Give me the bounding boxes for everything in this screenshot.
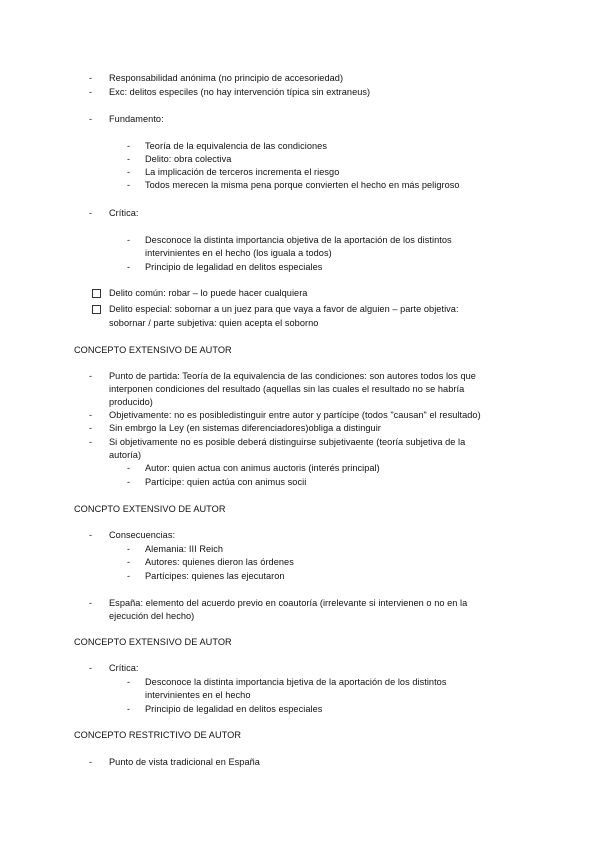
list-item: La implicación de terceros incrementa el riesgo xyxy=(145,167,340,177)
checklist-item: Delito especial: sobornar a un juez para que vaya a favor de alguien – parte objetiva: xyxy=(109,304,459,314)
bullet-dash: - xyxy=(89,598,93,608)
bullet-dash: - xyxy=(127,677,131,687)
list-item-continuation: autoría) xyxy=(109,450,142,460)
bullet-dash: - xyxy=(127,704,131,714)
checkbox[interactable] xyxy=(92,289,101,298)
bullet-dash: - xyxy=(127,557,131,567)
list-item: Principio de legalidad en delitos especiales xyxy=(145,262,323,272)
bullet-dash: - xyxy=(89,663,93,673)
list-item: Objetivamente: no es posibledistinguir entre autor y partícipe (todos "causan" el resultado) xyxy=(109,410,481,420)
bullet-dash: - xyxy=(89,208,93,218)
list-item: Punto de partida: Teoría de la equivalencia de las condiciones: son autores todos los que xyxy=(109,371,476,381)
sub-list-item: Partícipe: quien actúa con animus socii xyxy=(145,477,307,487)
bullet-dash: - xyxy=(89,371,93,381)
bullet-dash: - xyxy=(127,477,131,487)
list-item-continuation: interponen condiciones del resultado (aquellas sin las cuales el resultado no se habría xyxy=(109,384,465,394)
checklist-item: Delito común: robar – lo puede hacer cualquiera xyxy=(109,288,308,298)
sub-list-item-continuation: intervinientes en el hecho xyxy=(145,690,251,700)
list-item: Si objetivamente no es posible deberá distinguirse subjetivaente (teoría subjetiva de la xyxy=(109,437,466,447)
section-heading: CONCEPTO RESTRICTIVO DE AUTOR xyxy=(74,730,242,740)
list-item: Punto de vista tradicional en España xyxy=(109,757,260,767)
sub-list-item: Partícipes: quienes las ejecutaron xyxy=(145,571,285,581)
sub-list-item: Autores: quienes dieron las órdenes xyxy=(145,557,294,567)
bullet-dash: - xyxy=(127,154,131,164)
bullet-dash: - xyxy=(89,114,93,124)
section-heading: CONCEPTO EXTENSIVO DE AUTOR xyxy=(74,345,232,355)
bullet-dash: - xyxy=(89,757,93,767)
critica-label: Crítica: xyxy=(109,663,139,673)
consecuencias-label: Consecuencias: xyxy=(109,530,176,540)
sub-list-item: Desconoce la distinta importancia bjetiva de la aportación de los distintos xyxy=(145,677,447,687)
list-item-continuation: intervinientes en el hecho (los iguala a todos) xyxy=(145,248,332,258)
section-heading: CONCPTO EXTENSIVO DE AUTOR xyxy=(74,504,226,514)
checkbox[interactable] xyxy=(92,305,101,314)
bullet-dash: - xyxy=(89,73,93,83)
list-item: Responsabilidad anónima (no principio de accesoriedad) xyxy=(109,73,344,83)
list-item-continuation: ejecución del hecho) xyxy=(109,611,195,621)
list-item: Exc: delitos especiles (no hay intervención típica sin extraneus) xyxy=(109,87,371,97)
section-heading: CONCEPTO EXTENSIVO DE AUTOR xyxy=(74,637,232,647)
list-item-continuation: producido) xyxy=(109,397,153,407)
bullet-dash: - xyxy=(127,463,131,473)
list-item: Delito: obra colectiva xyxy=(145,154,232,164)
bullet-dash: - xyxy=(89,437,93,447)
bullet-dash: - xyxy=(127,571,131,581)
bullet-dash: - xyxy=(127,235,131,245)
list-item: España: elemento del acuerdo previo en coautoría (irrelevante si intervienen o no en la xyxy=(109,598,468,608)
list-item: Todos merecen la misma pena porque convierten el hecho en más peligroso xyxy=(145,180,460,190)
bullet-dash: - xyxy=(127,544,131,554)
bullet-dash: - xyxy=(89,423,93,433)
sub-list-item: Alemania: III Reich xyxy=(145,544,224,554)
bullet-dash: - xyxy=(89,410,93,420)
bullet-dash: - xyxy=(89,530,93,540)
bullet-dash: - xyxy=(127,167,131,177)
bullet-dash: - xyxy=(89,87,93,97)
sub-list-item: Autor: quien actua con animus auctoris (interés principal) xyxy=(145,463,380,473)
bullet-dash: - xyxy=(127,141,131,151)
checklist-item-continuation: sobornar / parte subjetiva: quien acepta el soborno xyxy=(109,318,319,328)
list-item: Sin embrgo la Ley (en sistemas diferenciadores)obliga a distinguir xyxy=(109,423,381,433)
fundamento-label: Fundamento: xyxy=(109,114,164,124)
list-item: Desconoce la distinta importancia objetiva de la aportación de los distintos xyxy=(145,235,452,245)
bullet-dash: - xyxy=(127,262,131,272)
critica-label: Crítica: xyxy=(109,208,139,218)
list-item: Teoría de la equivalencia de las condiciones xyxy=(145,141,327,151)
sub-list-item: Principio de legalidad en delitos especiales xyxy=(145,704,323,714)
bullet-dash: - xyxy=(127,180,131,190)
